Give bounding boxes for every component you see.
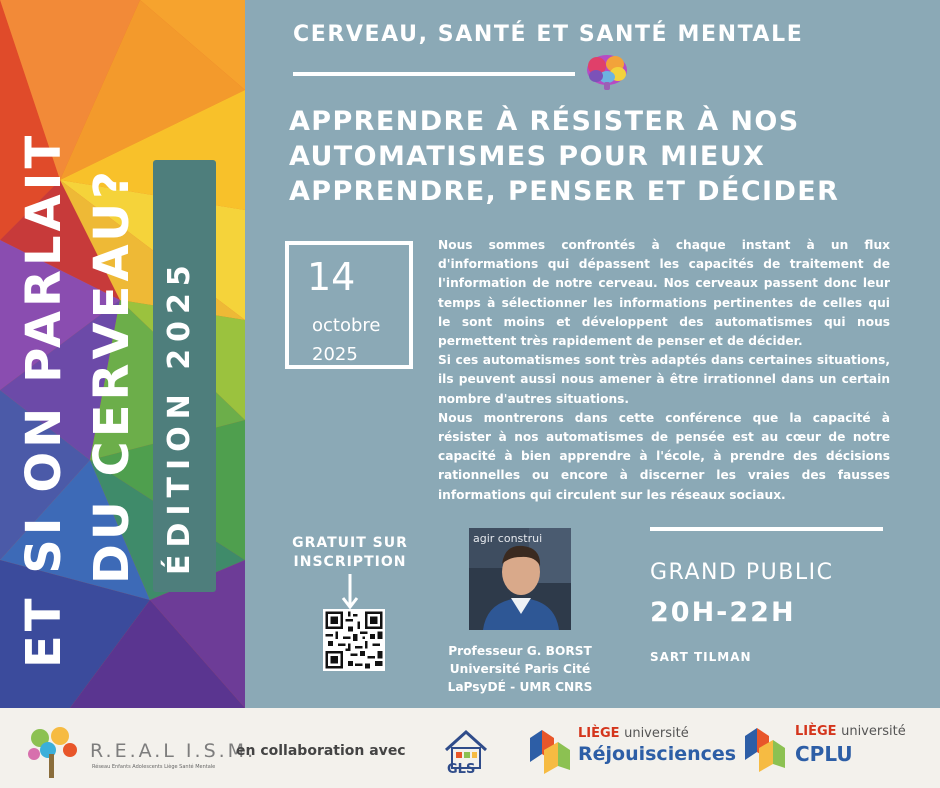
brain-icon <box>585 52 629 92</box>
realism-tree-logo <box>24 724 80 780</box>
speaker-photo <box>469 528 571 630</box>
registration-label <box>275 534 425 572</box>
realism-name: R.E.A.L I.S.M. <box>90 740 257 762</box>
date-day: 14 <box>307 255 356 299</box>
uliege-liege: LIÈGE <box>795 724 837 739</box>
speaker-info <box>435 642 605 696</box>
speaker-name: Professeur G. BORST <box>448 644 592 658</box>
collaboration-text: en collaboration avec <box>236 743 406 759</box>
cplu-label: CPLU <box>795 742 853 766</box>
uliege-logo-icon <box>745 728 785 772</box>
main-panel <box>245 0 940 708</box>
speaker-university: Université Paris Cité <box>449 662 591 676</box>
title-line: AUTOMATISMES POUR MIEUX <box>289 141 766 172</box>
speaker-lab: LaPsyDÉ - UMR CNRS <box>447 680 593 694</box>
date-box <box>285 241 413 369</box>
edition-label: ÉDITION 2025 <box>162 258 197 575</box>
side-title-line2: DU CERVEAU? <box>84 167 140 584</box>
conference-description <box>438 236 890 505</box>
description-paragraph: Nous sommes confrontés à chaque instant à un flux d'informations qui dépassent les capacités de traitement de l'information de notre cerveau. Nos cerveaux passent donc leur temps à sélectionner les informations pertinentes de celles qui le sont moins et développent des automatismes qui nous permettent très rapidement de penser et de décider. <box>438 238 890 349</box>
uliege-universite: université <box>841 724 906 739</box>
uliege-title <box>795 724 906 739</box>
uliege-universite: université <box>624 726 689 741</box>
conference-title <box>289 104 909 209</box>
uliege-liege: LIÈGE <box>578 726 620 741</box>
subtitle-divider <box>293 72 575 76</box>
rejouisciences-label: Réjouisciences <box>578 743 737 765</box>
uliege-title <box>578 726 689 741</box>
title-line: APPRENDRE À RÉSISTER À NOS <box>289 106 800 137</box>
event-location: SART TILMAN <box>650 650 752 664</box>
realism-subtitle: Réseau Enfants Adolescents Liège Santé Mentale <box>92 764 216 770</box>
arrow-down-icon <box>341 574 359 610</box>
event-time: 20H-22H <box>650 597 796 628</box>
qr-code[interactable] <box>323 609 385 671</box>
event-divider <box>650 527 883 531</box>
registration-line: INSCRIPTION <box>293 554 407 570</box>
partners-footer <box>0 708 940 788</box>
date-month: octobre <box>312 315 381 336</box>
gls-label: GLS <box>447 762 476 777</box>
photo-caption: agir construi <box>473 532 543 545</box>
registration-line: GRATUIT SUR <box>292 535 408 551</box>
side-title-line1: ET SI ON PARLAIT <box>16 131 72 668</box>
description-paragraph: Si ces automatismes sont très adaptés dans certaines situations, ils peuvent aussi nous amener à être irrationnel dans un certain nombre d'autres situations. <box>438 353 890 406</box>
description-paragraph: Nous montrerons dans cette conférence que la capacité à résister à nos automatismes de pensée est au cœur de notre capacité à bien apprendre à l'école, à prendre des décisions rationnelles ou encore à discerner les vraies des fausses informations qui circulent sur les réseaux sociaux. <box>438 410 890 502</box>
date-year: 2025 <box>312 344 358 365</box>
event-series-subtitle: CERVEAU, SANTÉ ET SANTÉ MENTALE <box>293 22 804 47</box>
title-line: APPRENDRE, PENSER ET DÉCIDER <box>289 176 840 207</box>
uliege-logo-icon <box>530 730 570 774</box>
audience-label: GRAND PUBLIC <box>650 560 834 585</box>
